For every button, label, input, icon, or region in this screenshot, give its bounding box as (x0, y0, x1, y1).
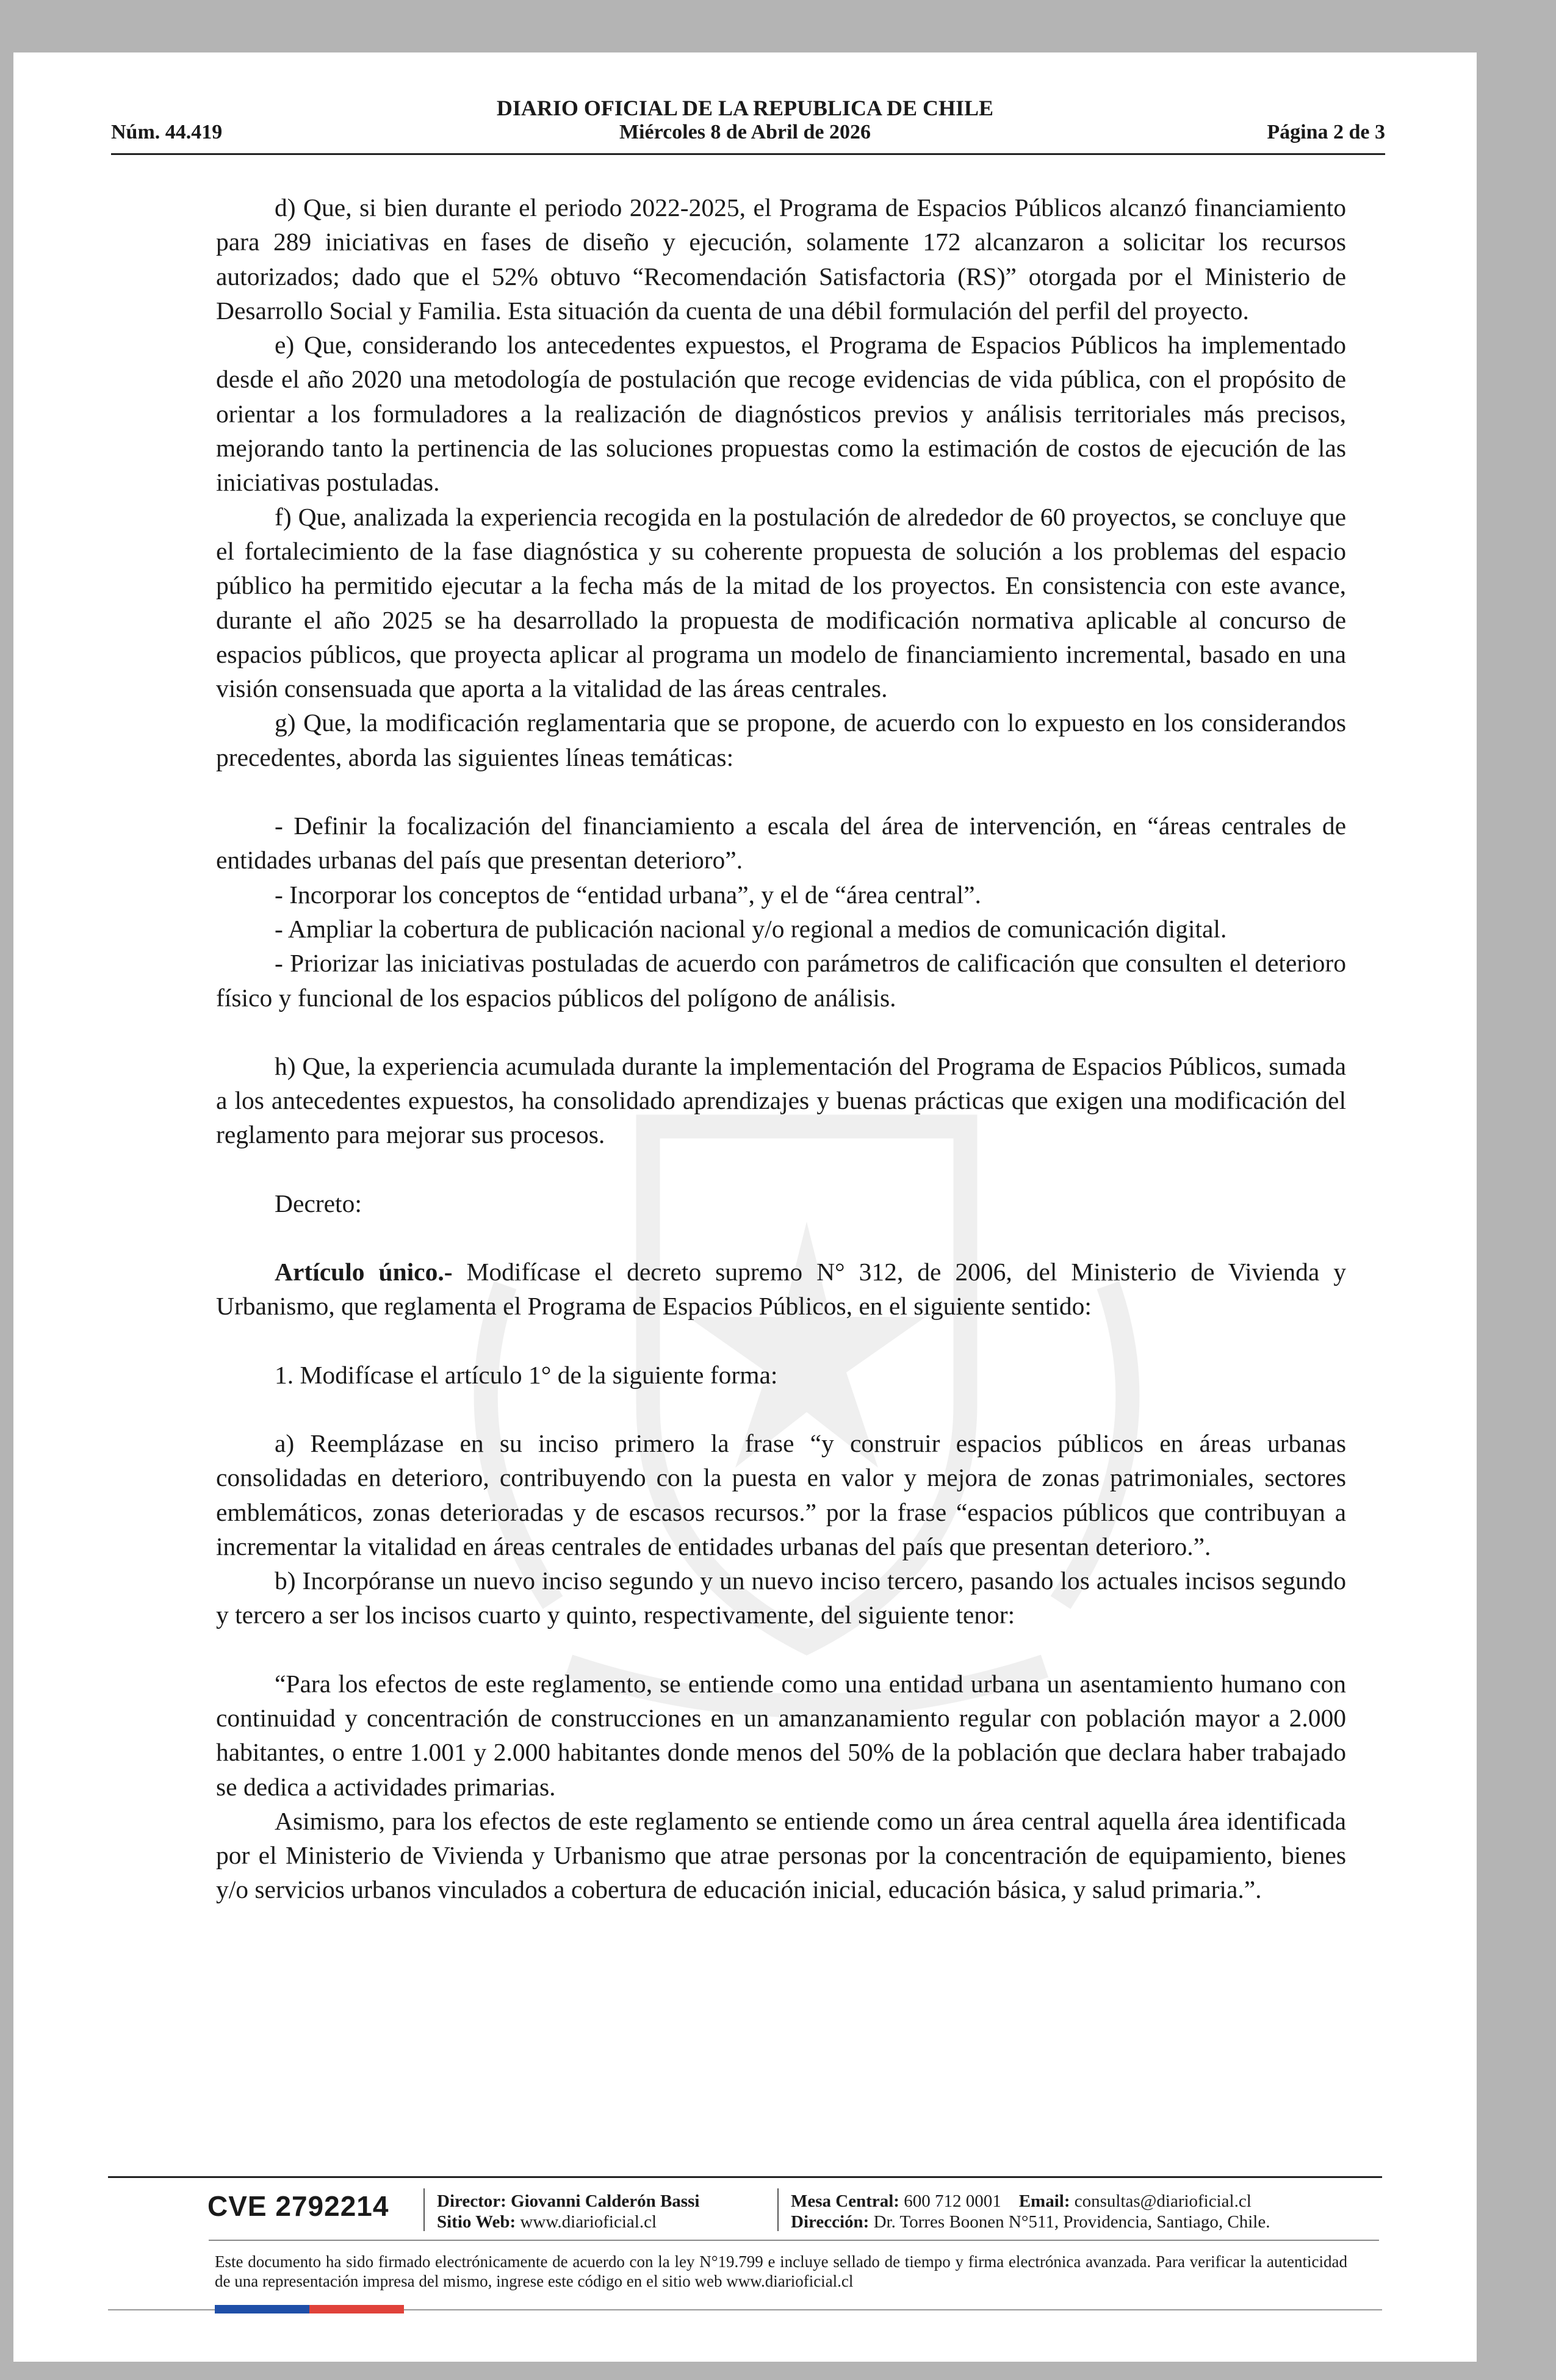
address: Dr. Torres Boonen N°511, Providencia, Santiago, Chile. (869, 2212, 1270, 2232)
paragraph-f: f) Que, analizada la experiencia recogida en la postulación de alrededor de 60 proyectos, se concluye que el fortalecimiento de la fase diagnóstica y su coherente propuesta de solución a los problemas del espacio público ha permitido ejecutar a la fecha más de la mitad de los proyectos. En consistencia con este avance, durante el año 2025 se ha desarrollado la propuesta de modificación normativa aplicable al concurso de espacios públicos, que proyecta aplicar al programa un modelo de financiamiento incremental, basado en una visión consensuada que aporta a la vitalidad de las áreas centrales. (216, 502, 1346, 703)
cve-code: CVE 2792214 (207, 2190, 389, 2222)
quote-entidad-urbana: “Para los efectos de este reglamento, se entiende como una entidad urbana un asentamiento humano con continuidad y concentración de construcciones en un amanzanamiento regular con población mayor a 2.000 habitantes, o entre 1.001 y 2.000 habitantes donde menos del 50% de la población que declara haber trabajado se dedica a actividades primarias. (216, 1669, 1346, 1801)
header-divider (111, 153, 1385, 155)
footer-director-block: Director: Giovanni Calderón Bassi Sitio Web: www.diarioficial.cl (437, 2191, 700, 2232)
signature-note: Este documento ha sido firmado electrónicamente de acuerdo con la ley N°19.799 e incluye sellado de tiempo y firma electrónica avanzada. Para verificar la autenticidad de una representación impresa del mismo, ingrese este código en el sitio web www.diarioficial.cl (215, 2252, 1347, 2290)
paragraph-g: g) Que, la modificación reglamentaria que se propone, de acuerdo con lo expuesto en los considerandos precedentes, aborda las siguientes líneas temáticas: (216, 709, 1346, 771)
list-item: - Ampliar la cobertura de publicación nacional y/o regional a medios de comunicación digital. (275, 914, 1227, 943)
item-1: 1. Modifícase el artículo 1° de la siguiente forma: (275, 1360, 778, 1389)
website-link[interactable]: www.diarioficial.cl (516, 2212, 657, 2232)
quote-area-central: Asimismo, para los efectos de este reglamento se entiende como un área central aquella área identificada por el Ministerio de Vivienda y Urbanismo que atrae personas por la concentración de equipamiento, bienes y/o servicios urbanos vinculados a cobertura de educación inicial, educación básica, y salud primaria.”. (216, 1806, 1346, 1904)
footer-divider-thin (209, 2240, 1379, 2241)
articulo-unico (216, 1255, 1346, 1324)
list-item: - Incorporar los conceptos de “entidad urbana”, y el de “área central”. (275, 880, 981, 909)
footer-divider (108, 2176, 1382, 2178)
item-a: a) Reemplázase en su inciso primero la frase “y construir espacios públicos en áreas urbanas consolidadas en deterioro, contribuyendo con la puesta en valor y mejora de zonas patrimoniales, sectores emblemáticos, zonas deterioradas y de escasos recursos.” por la frase “espacios públicos que contribuyan a incrementar la vitalidad en áreas centrales de entidades urbanas del país que presentan deterioro.”. (216, 1429, 1346, 1560)
issue-number: Núm. 44.419 (111, 121, 223, 143)
articulo-label: Artículo único.- (275, 1258, 453, 1286)
issue-date: Miércoles 8 de Abril de 2026 (619, 121, 871, 143)
paragraph-h: h) Que, la experiencia acumulada durante la implementación del Programa de Espacios Públicos, sumada a los antecedentes expuestos, ha consolidado aprendizajes y buenas prácticas que exigen una modificación del reglamento para mejorar sus procesos. (216, 1051, 1346, 1149)
footer-contact-block: Mesa Central: 600 712 0001 Email: consultas@diarioficial.cl Dirección: Dr. Torres Boonen N°511, Providencia, Santiago, Chile. (791, 2191, 1270, 2232)
director-name: Giovanni Calderón Bassi (506, 2191, 700, 2211)
phone-number: 600 712 0001 (899, 2191, 1001, 2211)
document-body (216, 190, 1346, 1907)
item-b: b) Incorpóranse un nuevo inciso segundo y un nuevo inciso tercero, pasando los actuales incisos segundo y tercero a ser los incisos cuarto y quinto, respectivamente, del siguiente tenor: (216, 1567, 1346, 1629)
flag-stripe-red (309, 2305, 404, 2313)
list-item: - Priorizar las iniciativas postuladas de acuerdo con parámetros de calificación que consulten el deterioro físico y funcional de los espacios públicos del polígono de análisis. (216, 949, 1346, 1012)
list-item: - Definir la focalización del financiamiento a escala del área de intervención, en “áreas centrales de entidades urbanas del país que presentan deterioro”. (216, 812, 1346, 874)
newspaper-title: DIARIO OFICIAL DE LA REPUBLICA DE CHILE (496, 96, 994, 120)
page-indicator: Página 2 de 3 (1267, 121, 1385, 143)
paragraph-d: d) Que, si bien durante el periodo 2022-2025, el Programa de Espacios Públicos alcanzó financiamiento para 289 iniciativas en fases de diseño y ejecución, solamente 172 alcanzaron a solicitar los recursos autorizados; dado que el 52% obtuvo “Recomendación Satisfactoria (RS)” otorgada por el Ministerio de Desarrollo Social y Familia. Esta situación da cuenta de una débil formulación del perfil del proyecto. (216, 193, 1346, 325)
footer-separator (777, 2188, 779, 2231)
email-link[interactable]: consultas@diarioficial.cl (1070, 2191, 1252, 2211)
decreto-heading: Decreto: (275, 1189, 362, 1217)
document-page (13, 52, 1477, 2362)
articulo-text: Modifícase el decreto supremo N° 312, de 2006, del Ministerio de Vivienda y Urbanismo, que reglamenta el Programa de Espacios Públicos, en el siguiente sentido: (216, 1258, 1346, 1321)
paragraph-e: e) Que, considerando los antecedentes expuestos, el Programa de Espacios Públicos ha implementado desde el año 2020 una metodología de postulación que recoge evidencias de vida pública, con el propósito de orientar a los formuladores a la realización de diagnósticos previos y análisis territoriales más precisos, mejorando tanto la pertinencia de las soluciones propuestas como la estimación de costos de ejecución de las iniciativas postuladas. (216, 331, 1346, 497)
footer-separator (423, 2188, 425, 2231)
flag-stripe-blue (215, 2305, 309, 2313)
